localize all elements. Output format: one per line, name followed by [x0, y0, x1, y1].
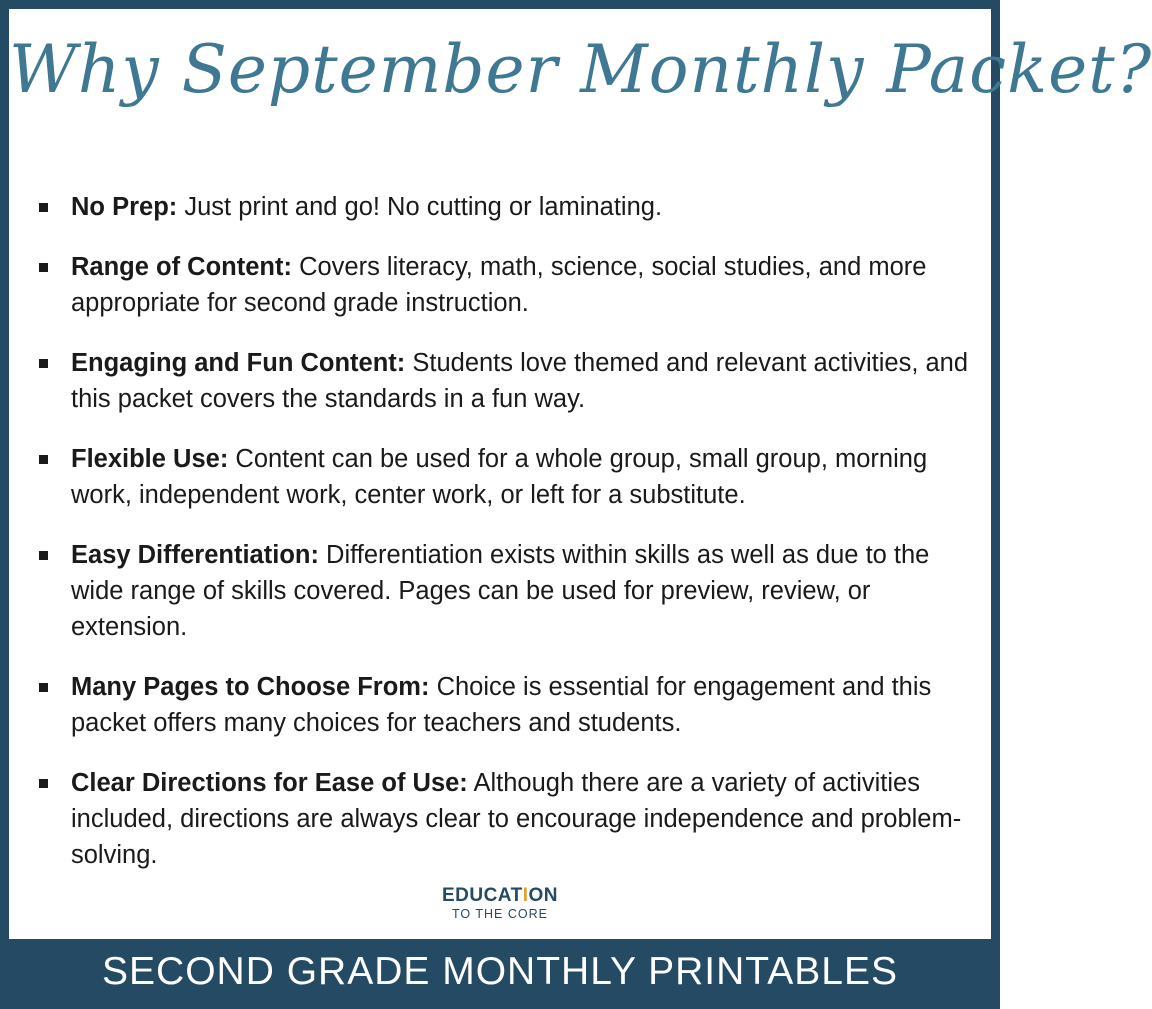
brand-logo: [9, 886, 991, 922]
item-text: Content can be used for a whole group, small group, morning work, independent work, center work, or left for a substitute.: [71, 445, 928, 509]
bullet-icon: [39, 359, 48, 368]
list-item: [39, 765, 974, 873]
item-text: Students love themed and relevant activities, and this packet covers the standards in a fun way.: [71, 349, 969, 413]
footer-banner: SECOND GRADE MONTHLY PRINTABLES: [0, 939, 1000, 1009]
item-heading: Many Pages to Choose From:: [71, 673, 430, 701]
item-heading: Easy Differentiation:: [71, 541, 319, 569]
bullet-icon: [39, 203, 48, 212]
list-item: [39, 441, 974, 513]
item-heading: No Prep:: [71, 193, 178, 221]
item-heading: Clear Directions for Ease of Use:: [71, 769, 468, 797]
bullet-icon: [39, 683, 48, 692]
feature-list: [39, 189, 974, 897]
logo-tagline: TO THE CORE: [452, 907, 548, 921]
item-text: Choice is essential for engagement and this packet offers many choices for teachers and students.: [71, 673, 932, 737]
logo-wordmark: EDUCATION: [441, 885, 559, 906]
item-heading: Flexible Use:: [71, 445, 229, 473]
item-text: Covers literacy, math, science, social studies, and more appropriate for second grade instruction.: [71, 253, 927, 317]
bullet-icon: [39, 779, 48, 788]
list-item: [39, 345, 974, 417]
bullet-icon: [39, 263, 48, 272]
list-item: [39, 537, 974, 645]
item-heading: Engaging and Fun Content:: [71, 349, 406, 377]
list-item: [39, 249, 974, 321]
list-item: [39, 189, 974, 225]
bullet-icon: [39, 551, 48, 560]
bullet-icon: [39, 455, 48, 464]
item-text: Just print and go! No cutting or laminating.: [177, 193, 663, 221]
item-text: Although there are a variety of activities included, directions are always clear to encourage independence and problem-solving.: [71, 769, 962, 869]
item-heading: Range of Content:: [71, 253, 292, 281]
logo-accent-letter: I: [522, 885, 529, 906]
item-text: Differentiation exists within skills as well as due to the wide range of skills covered. Pages can be used for preview, review, or extension.: [71, 541, 930, 641]
page-title: Why September Monthly Packet?: [9, 31, 1152, 108]
list-item: [39, 669, 974, 741]
